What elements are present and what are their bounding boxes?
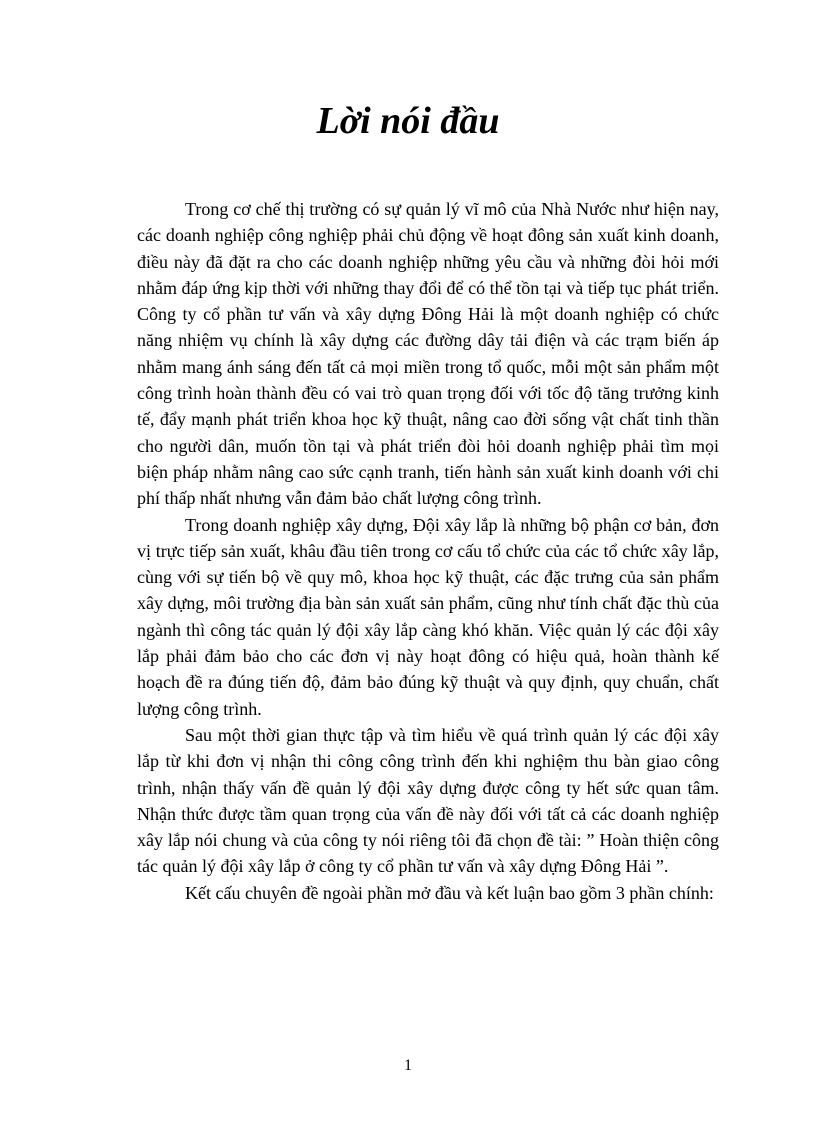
page-number: 1	[404, 1057, 412, 1074]
page-title: Lời nói đầu	[316, 100, 500, 142]
body-text	[137, 196, 719, 906]
paragraph-3: Sau một thời gian thực tập và tìm hiểu về quá trình quản lý các đội xây lắp từ khi đơn vị nhận thi công công trình đến khi nghiệm thu bàn giao công trình, nhận thấy vấn đề quản lý đội xây dựng được công ty hết sức quan tâm. Nhận thức được tầm quan trọng của vấn đề này đối với tất cả các doanh nghiệp xây lắp nói chung và của công ty nói riêng tôi đã chọn đề tài: ” Hoàn thiện công tác quản lý đội xây lắp ở công ty cổ phần tư vấn và xây dựng Đông Hải ”.	[137, 724, 719, 877]
paragraph-1: Trong cơ chế thị trường có sự quản lý vĩ mô của Nhà Nước như hiện nay, các doanh nghiệp công nghiệp phải chủ động về hoạt đông sản xuất kinh doanh, điều này đã đặt ra cho các doanh nghiệp những yêu cầu và những đòi hỏi mới nhằm đáp ứng kịp thời với những thay đổi để có thể tồn tại và tiếp tục phát triển. Công ty cổ phần tư vấn và xây dựng Đông Hải là một doanh nghiệp có chức năng nhiệm vụ chính là xây dựng các đường dây tải điện và các trạm biến áp nhằm mang ánh sáng đến tất cả mọi miền trong tổ quốc, mỗi một sản phẩm một công trình hoàn thành đều có vai trò quan trọng đối với tốc độ tăng trưởng kinh tế, đẩy mạnh phát triển khoa học kỹ thuật, nâng cao đời sống vật chất tinh thần cho người dân, muốn tồn tại và phát triển đòi hỏi doanh nghiệp phải tìm mọi biện pháp nhằm nâng cao sức cạnh tranh, tiến hành sản xuất kinh doanh với chi phí thấp nhất nhưng vẫn đảm bảo chất lượng công trình.	[137, 199, 719, 509]
paragraph-2: Trong doanh nghiệp xây dựng, Đội xây lắp là những bộ phận cơ bản, đơn vị trực tiếp sản xuất, khâu đầu tiên trong cơ cấu tổ chức của các tổ chức xây lắp, cùng với sự tiến bộ về quy mô, khoa học kỹ thuật, các đặc trưng của sản phẩm xây dựng, môi trường địa bàn sản xuất sản phẩm, cũng như tính chất đặc thù của ngành thì công tác quản lý đội xây lắp càng khó khăn. Việc quản lý các đội xây lắp phải đảm bảo cho các đơn vị này hoạt đông có hiệu quả, hoàn thành kế hoạch đề ra đúng tiến độ, đảm bảo đúng kỹ thuật và quy định, quy chuẩn, chất lượng công trình.	[137, 514, 719, 719]
paragraph-4: Kết cấu chuyên đề ngoài phần mở đầu và kết luận bao gồm 3 phần chính:	[185, 882, 714, 903]
